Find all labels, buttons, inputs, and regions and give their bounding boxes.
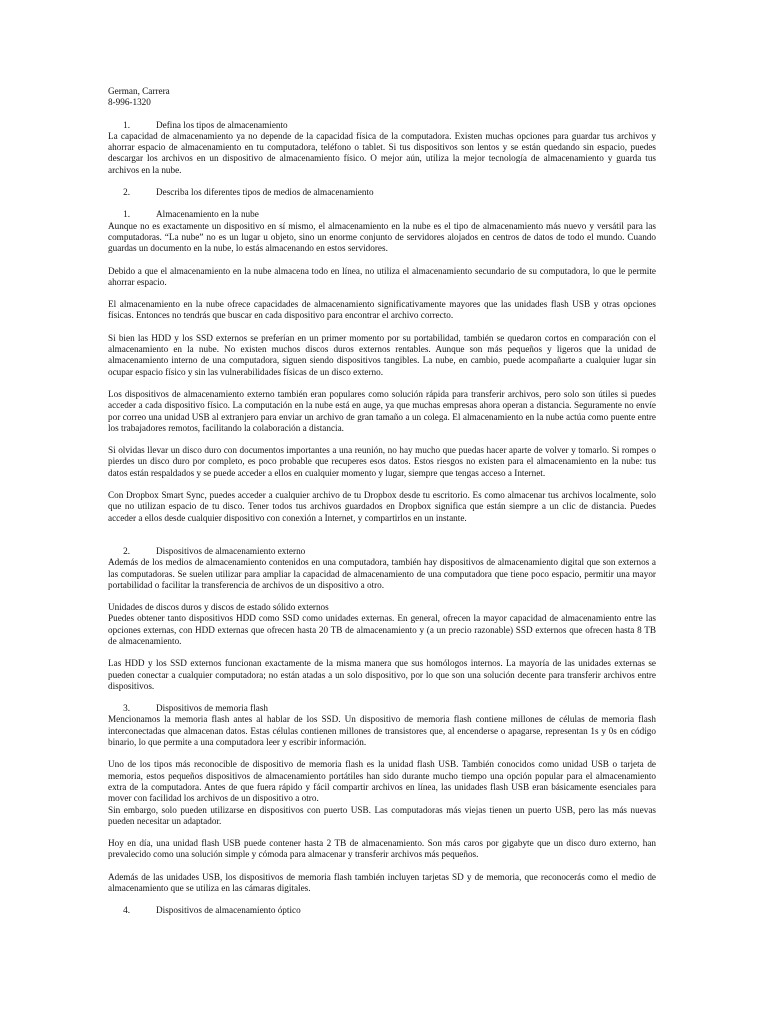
author-id: 8-996-1320 xyxy=(108,97,151,108)
flash-paragraph: Además de las unidades USB, los dispositivos de memoria flash también incluyen tarjetas SD y de memoria, que reconocerás como el medio de almacenamiento que se utiliza en las cámaras digitales. xyxy=(108,871,656,894)
question-2-title: Describa los diferentes tipos de medios de almacenamiento xyxy=(156,187,374,198)
section-cloud-number: 1. xyxy=(123,209,130,220)
section-optical-heading xyxy=(108,905,656,916)
cloud-paragraph: Si olvidas llevar un disco duro con documentos importantes a una reunión, no hay mucho que puedas hacer aparte de volver y tomarlo. Si rompes o pierdes un disco duro por completo, es poco probable que recuperes esos datos. Estos riesgos no existen para el almacenamiento en la nube: tus datos están respaldados y se puede acceder a ellos en cualquier momento y lugar, siempre que tengas acceso a Internet. xyxy=(108,445,656,478)
cloud-paragraph: El almacenamiento en la nube ofrece capacidades de almacenamiento significativamente mayores que las unidades flash USB y otras opciones físicas. Entonces no tendrás que buscar en cada dispositivo para encontrar el archivo correcto. xyxy=(108,299,656,321)
section-external-title: Dispositivos de almacenamiento externo xyxy=(156,545,306,556)
section-external-number: 2. xyxy=(123,545,130,556)
author-block xyxy=(108,86,656,109)
section-flash-heading xyxy=(108,703,656,714)
question-1-number: 1. xyxy=(123,119,130,130)
section-flash-title: Dispositivos de memoria flash xyxy=(156,703,269,714)
flash-paragraph: Sin embargo, solo pueden utilizarse en dispositivos con puerto USB. Las computadoras más viejas tienen un puerto USB, pero las más nuevas pueden necesitar un adaptador. xyxy=(108,804,656,826)
question-2-number: 2. xyxy=(123,187,130,198)
flash-paragraph: Mencionamos la memoria flash antes al hablar de los SSD. Un dispositivo de memoria flash contiene millones de células de memoria flash interconectadas que almacenan datos. Estas células contienen millones de transistores que, al encenderse o apagarse, representan 1s y 0s en código binario, lo que permite a una computadora leer y escribir información. xyxy=(108,714,656,748)
cloud-paragraph: Los dispositivos de almacenamiento externo también eran populares como solución rápida para transferir archivos, pero solo son útiles si puedes acceder a cada dispositivo físico. La computación en la nube está en auge, ya que muchas empresas ahora operan a distancia. Seguramente no envíe por correo una unidad USB al extranjero para enviar un archivo de gran tamaño a un colega. El almacenamiento en la nube actúa como puente entre los trabajadores remotos, facilitando la colaboración a distancia. xyxy=(108,388,656,433)
section-optical-number: 4. xyxy=(123,905,130,916)
section-cloud-title: Almacenamiento en la nube xyxy=(156,209,259,220)
external-paragraph: Además de los medios de almacenamiento contenidos en una computadora, también hay dispositivos de almacenamiento digital que son externos a las computadoras. Se suelen utilizar para ampliar la capacidad de almacenamiento de una computadora que tiene poco espacio, permitir una mayor portabilidad o facilitar la transferencia de archivos de un dispositivo a otro. xyxy=(108,557,656,590)
flash-paragraph: Hoy en día, una unidad flash USB puede contener hasta 2 TB de almacenamiento. Son más caros por gigabyte que un disco duro externo, han prevalecido como una solución simple y cómoda para almacenar y transferir archivos más pequeños. xyxy=(108,838,656,860)
flash-paragraph: Uno de los tipos más reconocible de dispositivo de memoria flash es la unidad flash USB. También conocidos como unidad USB o tarjeta de memoria, estos pequeños dispositivos de almacenamiento portátiles han sido durante mucho tiempo una opción popular para el almacenamiento extra de la computadora. Antes de que fuera rápido y fácil compartir archivos en línea, las unidades flash USB eran básicamente esenciales para mover con facilidad los archivos de un dispositivo a otro. xyxy=(108,759,656,804)
author-name: German, Carrera xyxy=(108,86,170,96)
section-optical-title: Dispositivos de almacenamiento óptico xyxy=(156,905,301,916)
question-1-title: Defina los tipos de almacenamiento xyxy=(156,119,288,130)
cloud-paragraph: Si bien las HDD y los SSD externos se preferían en un primer momento por su portabilidad, también se quedaron cortos en comparación con el almacenamiento en la nube. No existen muchos discos duros externos rentables. Aunque son más pequeños y ligeros que la unidad de almacenamiento interno de una computadora, siguen siendo dispositivos tangibles. La nube, en cambio, puede acompañarte a cualquier lugar sin ocupar espacio físico y sin las vulnerabilidades físicas de un disco externo. xyxy=(108,332,656,377)
external-subheading: Unidades de discos duros y discos de estado sólido externos xyxy=(108,602,329,613)
question-2 xyxy=(108,187,656,198)
cloud-paragraph: Aunque no es exactamente un dispositivo en sí mismo, el almacenamiento en la nube es el tipo de almacenamiento más nuevo y versátil para las computadoras. “La nube” no es un lugar u objeto, sino un enorme conjunto de servidores alojados en centros de datos de todo el mundo. Cuando guardas un documento en la nube, lo estás almacenando en estos servidores. xyxy=(108,220,656,254)
cloud-paragraph: Debido a que el almacenamiento en la nube almacena todo en línea, no utiliza el almacenamiento secundario de su computadora, lo que le permite ahorrar espacio. xyxy=(108,265,656,287)
cloud-paragraph: Con Dropbox Smart Sync, puedes acceder a cualquier archivo de tu Dropbox desde tu escritorio. Es como almacenar tus archivos localmente, solo que no utilizan espacio de tu disco. Tener todos tus archivos guardados en Dropbox significa que están siempre a un clic de distancia. Puedes acceder a ellos desde cualquier dispositivo con conexión a Internet, y compartirlos en un instante. xyxy=(108,490,656,523)
external-paragraph: Puedes obtener tanto dispositivos HDD como SSD como unidades externas. En general, ofrecen la mayor capacidad de almacenamiento entre las opciones externas, con HDD externas que ofrecen hasta 20 TB de almacenamiento y (a un precio razonable) SSD externos que ofrecen hasta 8 TB de almacenamiento. xyxy=(108,613,656,646)
question-1-answer: La capacidad de almacenamiento ya no depende de la capacidad física de la computadora. Existen muchas opciones para guardar tus archivos y ahorrar espacio de almacenamiento en tu computadora, teléfono o tablet. Si tus dispositivos son lentos y se están quedando sin espacio, puedes descargar los archivos en un dispositivo de almacenamiento físico. O mejor aún, utiliza la mejor tecnología de almacenamiento y guarda tus archivos en la nube. xyxy=(108,130,656,175)
external-paragraph: Las HDD y los SSD externos funcionan exactamente de la misma manera que sus homólogos internos. La mayoría de las unidades externas se pueden conectar a cualquier computadora; no están atadas a un solo dispositivo, por lo que son una solución decente para transferir archivos entre dispositivos. xyxy=(108,658,656,691)
document-body xyxy=(108,86,656,917)
section-flash-number: 3. xyxy=(123,703,130,714)
section-external-heading xyxy=(108,546,656,557)
question-1 xyxy=(108,120,656,131)
section-cloud-heading xyxy=(108,209,656,220)
